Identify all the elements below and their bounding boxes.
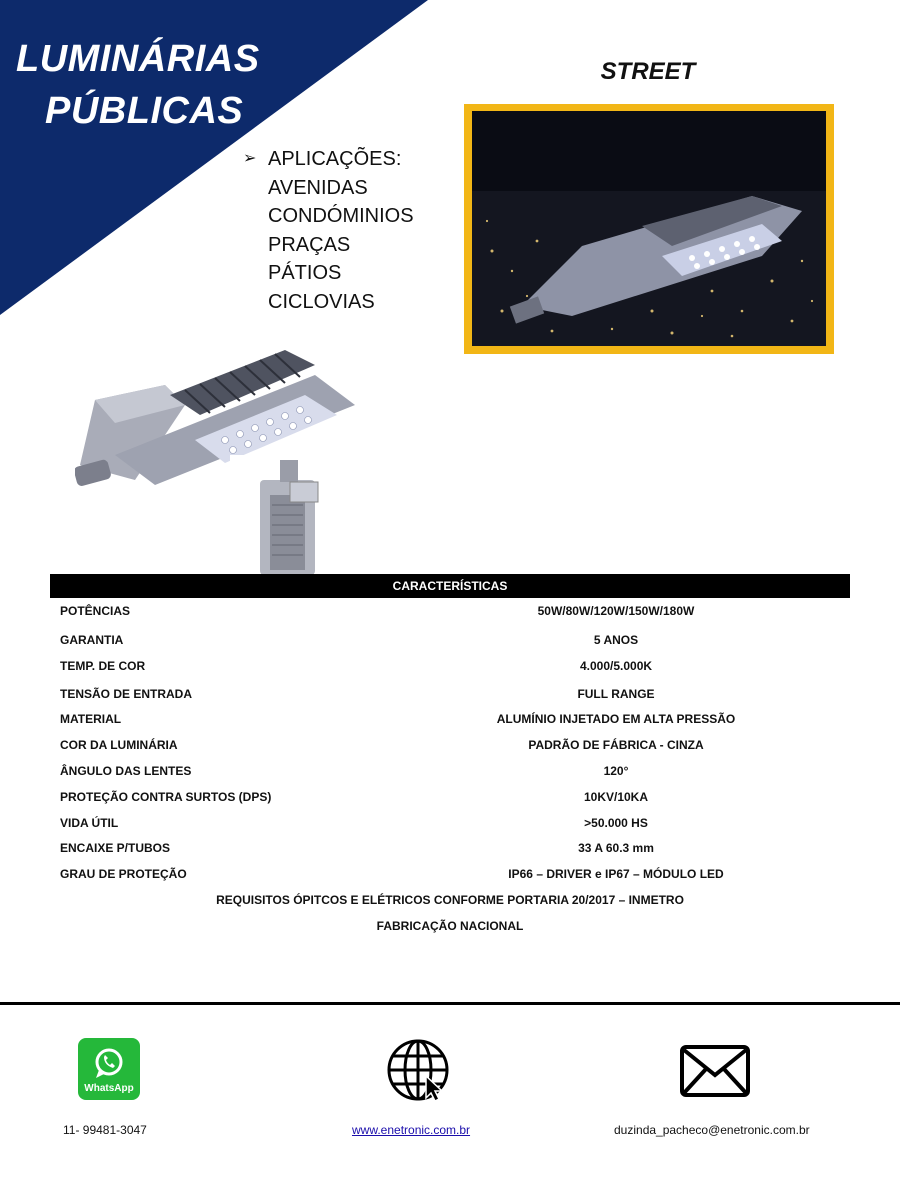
spec-row-tensao: [50, 684, 850, 704]
spec-row-angulo: [50, 761, 850, 781]
spec-row-vida-util: [50, 813, 850, 833]
spec-label: TENSÃO DE ENTRADA: [60, 687, 193, 701]
application-item: CONDÓMINIOS: [268, 205, 414, 228]
note-requisitos: REQUISITOS ÓPITCOS E ELÉTRICOS CONFORME PORTARIA 20/2017 – INMETRO: [216, 893, 684, 907]
spec-value: FULL RANGE: [577, 687, 655, 701]
spec-value: 50W/80W/120W/150W/180W: [537, 604, 695, 618]
spec-label: GRAU DE PROTEÇÃO: [60, 867, 187, 881]
spec-label: ENCAIXE P/TUBOS: [60, 841, 171, 855]
spec-row-garantia: [50, 630, 850, 650]
spec-label: POTÊNCIAS: [60, 604, 131, 618]
footer-divider: [0, 1002, 900, 1005]
spec-value: 120°: [603, 764, 629, 778]
spec-value: 10KV/10KA: [583, 790, 649, 804]
night-city-photo: [464, 104, 834, 354]
luminaire-product-image: [75, 345, 360, 580]
phone-number: 11- 99481-3047: [63, 1123, 147, 1137]
spec-label: TEMP. DE COR: [60, 659, 146, 673]
spec-label: GARANTIA: [60, 633, 124, 647]
envelope-icon[interactable]: [680, 1045, 750, 1102]
spec-value: >50.000 HS: [584, 816, 648, 830]
note-fabricacao: FABRICAÇÃO NACIONAL: [376, 919, 524, 933]
arrow-bullet-icon: ➢: [243, 150, 257, 167]
night-city-image: [472, 111, 826, 346]
banner-title-line2: PÚBLICAS: [45, 90, 244, 132]
spec-value: ALUMÍNIO INJETADO EM ALTA PRESSÃO: [496, 712, 736, 726]
application-item: CICLOVIAS: [268, 290, 375, 313]
application-item: AVENIDAS: [268, 176, 368, 199]
spec-row-potencias: [50, 601, 850, 621]
spec-value: 5 ANOS: [593, 633, 639, 647]
spec-row-material: [50, 709, 850, 729]
website-link[interactable]: www.enetronic.com.br: [352, 1123, 471, 1137]
email-address: duzinda_pacheco@enetronic.com.br: [614, 1123, 810, 1137]
spec-label: ÂNGULO DAS LENTES: [60, 764, 192, 778]
spec-row-cor-luminaria: [50, 735, 850, 755]
product-name: STREET: [600, 58, 696, 85]
spec-value: PADRÃO DE FÁBRICA - CINZA: [528, 738, 704, 752]
whatsapp-label: WhatsApp: [84, 1083, 134, 1094]
specs-table-header: CARACTERÍSTICAS: [50, 574, 850, 598]
spec-label: PROTEÇÃO CONTRA SURTOS (DPS): [60, 790, 272, 804]
spec-row-encaixe: [50, 838, 850, 858]
applications-heading: ➢ APLICAÇÕES:: [243, 145, 414, 174]
spec-label: VIDA ÚTIL: [60, 816, 119, 830]
spec-value: 4.000/5.000K: [579, 659, 653, 673]
banner-title-line1: LUMINÁRIAS: [16, 38, 260, 80]
globe-cursor-icon[interactable]: [386, 1038, 450, 1107]
whatsapp-icon[interactable]: [78, 1038, 140, 1105]
spec-value: 33 A 60.3 mm: [578, 841, 654, 855]
spec-row-temp-cor: [50, 656, 850, 676]
application-item: PRAÇAS: [268, 233, 351, 256]
applications-list: [243, 145, 414, 317]
application-item: PÁTIOS: [268, 262, 342, 285]
spec-label: MATERIAL: [60, 712, 122, 726]
spec-label: COR DA LUMINÁRIA: [60, 738, 178, 752]
spec-row-protecao-surtos: [50, 787, 850, 807]
spec-row-grau-protecao: [50, 864, 850, 884]
spec-value: IP66 – DRIVER e IP67 – MÓDULO LED: [508, 867, 724, 881]
